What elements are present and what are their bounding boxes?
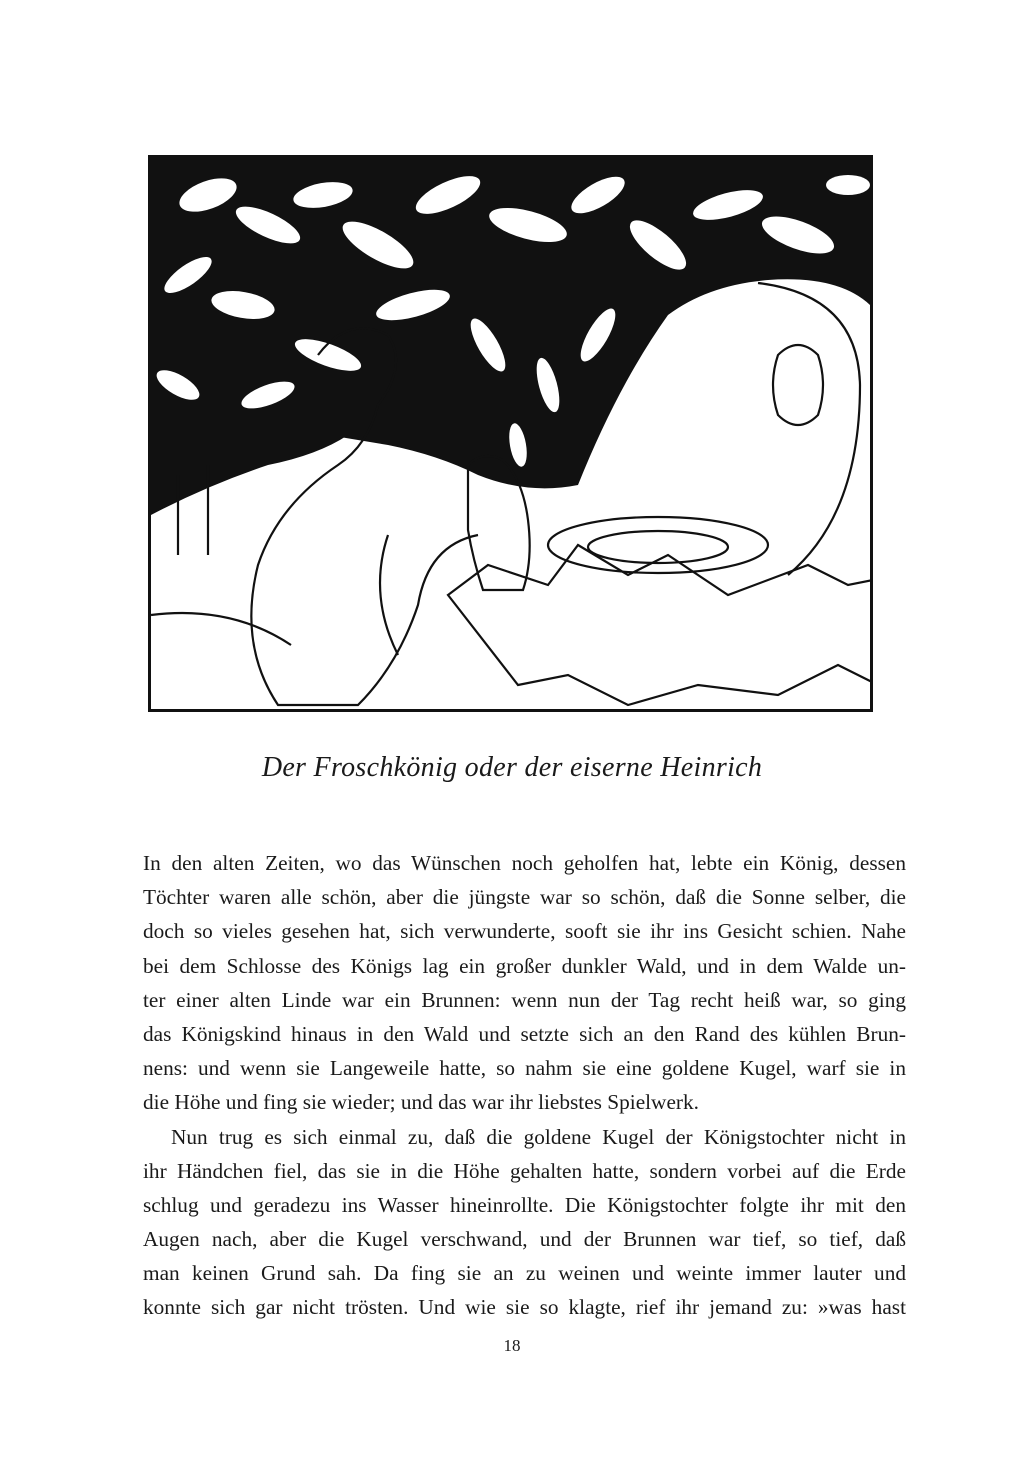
text-line: bei dem Schlosse des Königs lag ein großer dunkler Wald, und in dem Walde un- xyxy=(143,953,906,978)
text-line: konnte sich gar nicht trösten. Und wie sie so klagte, rief ihr jemand zu: »was hast xyxy=(143,1295,906,1320)
story-title: Der Froschkönig oder der eiserne Heinrich xyxy=(261,752,763,783)
text-line: Nun trug es sich einmal zu, daß die goldene Kugel der Königstochter nicht in xyxy=(171,1124,906,1149)
text-line: Töchter waren alle schön, aber die jüngste war so schön, daß die Sonne selber, die xyxy=(143,885,906,910)
text-line: In den alten Zeiten, wo das Wünschen noch geholfen hat, lebte ein König, dessen xyxy=(143,851,906,875)
text-line: Augen nach, aber die Kugel verschwand, und der Brunnen war tief, so tief, daß xyxy=(143,1227,906,1252)
paragraph xyxy=(143,846,906,1120)
text-line: man keinen Grund sah. Da fing sie an zu weinen und weinte immer lauter und xyxy=(143,1261,906,1286)
text-line: das Königskind hinaus in den Wald und setzte sich an den Rand des kühlen Brun- xyxy=(143,1021,906,1046)
page-number: 18 xyxy=(503,1336,521,1355)
frog-king-illustration xyxy=(148,155,873,712)
text-line: nens: und wenn sie Langeweile hatte, so nahm sie eine goldene Kugel, warf sie in xyxy=(143,1056,906,1081)
text-line: doch so vieles gesehen hat, sich verwunderte, sooft sie ihr ins Gesicht schien. Nahe xyxy=(143,919,906,944)
story-text xyxy=(143,846,906,1325)
text-line: ihr Händchen fiel, das sie in die Höhe gehalten hatte, sondern vorbei auf die Erde xyxy=(143,1158,906,1183)
paragraph xyxy=(143,1120,906,1325)
text-line: ter einer alten Linde war ein Brunnen: wenn nun der Tag recht heiß war, so ging xyxy=(143,987,906,1012)
text-line: schlug und geradezu ins Wasser hineinrollte. Die Königstochter folgte ihr mit den xyxy=(143,1192,906,1217)
text-line: die Höhe und fing sie wieder; und das war ihr liebstes Spielwerk. xyxy=(143,1090,699,1115)
